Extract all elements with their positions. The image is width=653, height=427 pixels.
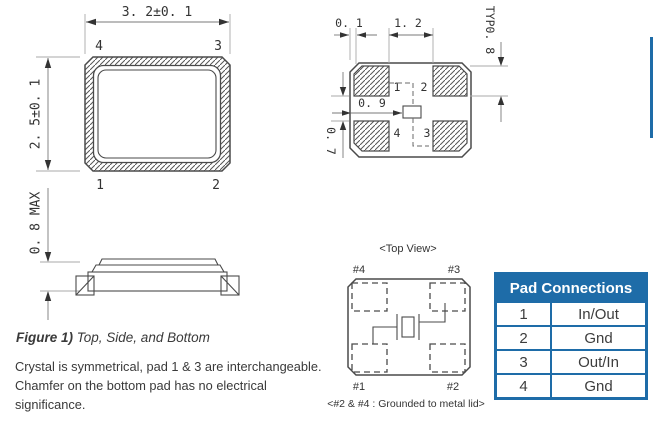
note-line: Crystal is symmetrical, pad 1 & 3 are interchangeable.	[15, 359, 322, 374]
pad-function-cell: In/Out	[578, 305, 619, 323]
crystal-wire-right	[419, 303, 445, 322]
schematic-top-view	[327, 243, 485, 410]
pad-function-cell: Out/In	[578, 353, 619, 371]
table-row	[497, 301, 645, 325]
arrow-right	[424, 32, 433, 38]
top-view-pad-1: 1	[96, 178, 104, 193]
arrow-right	[219, 19, 229, 25]
schematic-outline	[348, 279, 470, 375]
pad-function-cell: Gnd	[584, 329, 613, 347]
arrow-left	[86, 19, 96, 25]
note-line: Chamfer on the bottom pad has no electrical	[15, 378, 267, 393]
pad-number-cell: 3	[497, 351, 552, 373]
bottom-view-drawing	[324, 6, 508, 158]
schematic-pad-1-area	[352, 344, 387, 372]
table-row	[497, 373, 645, 397]
arrow-down	[45, 160, 51, 170]
arrow-left	[389, 32, 398, 38]
arrow-up	[498, 96, 504, 105]
dim-side-height: 0. 8 MAX	[28, 191, 44, 255]
schematic-pad-1: #1	[352, 381, 366, 393]
dim-edge: 0. 1	[335, 16, 363, 30]
dim-top-width: 3. 2±0. 1	[121, 5, 193, 20]
bottom-pad-2-label: 2	[420, 80, 428, 94]
side-lid	[92, 265, 224, 272]
marking-rect	[403, 106, 421, 118]
bottom-pad-1	[354, 66, 389, 96]
arrow-left	[357, 32, 366, 38]
side-lid-top	[99, 259, 218, 265]
schematic-pad-2: #2	[446, 381, 460, 393]
schematic-pad-3-area	[430, 283, 465, 311]
arrow-up	[340, 121, 346, 130]
pad-table-header: Pad Connections	[497, 275, 645, 301]
schematic-caption: <#2 & #4 : Grounded to metal lid>	[327, 398, 485, 410]
schematic-title: <Top View>	[379, 243, 437, 255]
bottom-pad-2	[433, 66, 467, 96]
top-view-pad-2: 2	[212, 178, 220, 193]
dim-pad-gap-h: 1. 2	[394, 16, 422, 30]
bottom-pad-3-label: 3	[423, 126, 431, 140]
figure-caption	[16, 330, 210, 345]
arrow-down	[45, 252, 51, 262]
dim-center: 0. 9	[358, 96, 386, 110]
dim-top-height: 2. 5±0. 1	[28, 78, 44, 150]
note-line: significance.	[15, 397, 86, 412]
pad-number-cell: 1	[497, 303, 552, 325]
arrow-right	[393, 110, 402, 116]
bottom-pad-4	[354, 121, 389, 151]
bottom-pad-1-label: 1	[393, 80, 401, 94]
crystal-wire-left	[373, 327, 397, 344]
figure-caption-name: Figure 1)	[16, 330, 74, 345]
crystal-symbol	[402, 317, 414, 337]
bottom-pad-3	[433, 121, 467, 151]
package-lid-outer	[94, 66, 221, 163]
pad-function-cell: Gnd	[584, 377, 613, 395]
side-base	[88, 272, 227, 291]
arrow-up	[45, 291, 51, 301]
schematic-pad-3: #3	[447, 264, 461, 276]
schematic-pad-2-area	[430, 344, 465, 372]
figure-notes	[15, 357, 322, 414]
schematic-pad-4: #4	[352, 264, 366, 276]
top-view-pad-4: 4	[95, 39, 103, 54]
schematic-pad-4-area	[352, 283, 387, 311]
side-view-drawing	[29, 188, 240, 320]
pad-number-cell: 2	[497, 327, 552, 349]
figure-caption-rest: Top, Side, and Bottom	[73, 330, 210, 345]
arrow-right	[340, 32, 349, 38]
bottom-pad-4-label: 4	[393, 126, 401, 140]
pad-number-cell: 4	[497, 375, 552, 397]
top-view-drawing	[29, 5, 231, 193]
arrow-down	[498, 57, 504, 66]
table-row	[497, 349, 645, 373]
dim-pad-gap-v: 0. 7	[324, 127, 338, 155]
dim-pad-height: TYP0. 8	[483, 5, 497, 55]
arrow-up	[45, 58, 51, 68]
table-row	[497, 325, 645, 349]
pad-connections-table	[494, 272, 648, 400]
arrow-down	[340, 87, 346, 96]
top-view-pad-3: 3	[214, 39, 222, 54]
